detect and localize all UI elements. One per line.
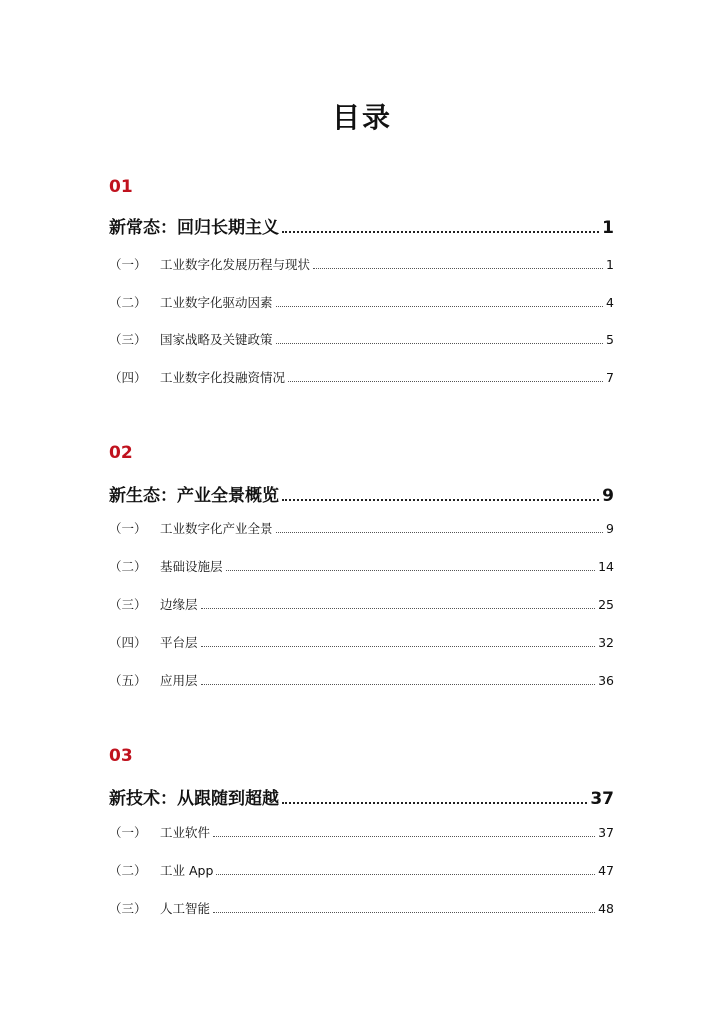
toc-entry-number: （二） — [109, 295, 147, 310]
toc-entry-number: （一） — [109, 521, 147, 536]
dot-leader — [276, 343, 604, 344]
page-title: 目录 — [331, 101, 392, 134]
toc-entry-page: 4 — [606, 295, 614, 310]
toc-heading-page: 1 — [602, 218, 614, 238]
dot-leader — [201, 684, 596, 685]
dot-leader — [201, 608, 596, 609]
dot-leader — [276, 532, 604, 533]
toc-entry-number: （四） — [109, 370, 147, 385]
dot-leader — [213, 912, 595, 913]
dot-leader — [313, 268, 603, 269]
toc-heading[interactable] — [109, 213, 614, 238]
toc-heading-page: 9 — [602, 486, 614, 506]
toc-entry[interactable] — [109, 293, 614, 311]
toc-entry-label: 工业软件 — [160, 825, 211, 840]
toc-entry-number: （五） — [109, 673, 147, 688]
toc-entry-label: 平台层 — [160, 635, 198, 650]
toc-entry-page: 37 — [598, 825, 614, 840]
toc-entry-number: （四） — [109, 635, 147, 650]
toc-entry-label: 应用层 — [160, 673, 198, 688]
toc-entry-number: （二） — [109, 559, 147, 574]
toc-entry[interactable] — [109, 255, 614, 273]
dot-leader — [288, 381, 603, 382]
toc-heading[interactable] — [109, 784, 614, 809]
toc-entry-number: （二） — [109, 863, 147, 878]
toc-entry-number: （三） — [109, 332, 147, 347]
toc-entry-label: 基础设施层 — [160, 559, 223, 574]
section-number: 03 — [109, 746, 133, 766]
toc-entry[interactable] — [109, 557, 614, 575]
toc-entry-page: 32 — [598, 635, 614, 650]
section-number: 01 — [109, 177, 133, 197]
toc-entry-page: 1 — [606, 257, 614, 272]
toc-entry-page: 25 — [598, 597, 614, 612]
toc-entry[interactable] — [109, 330, 614, 348]
toc-heading-label: 新技术：从跟随到超越 — [109, 789, 279, 809]
toc-heading[interactable] — [109, 481, 614, 506]
dot-leader — [282, 499, 599, 501]
toc-entry[interactable] — [109, 368, 614, 386]
toc-entry-page: 48 — [598, 901, 614, 916]
toc-heading-label: 新生态：产业全景概览 — [109, 486, 279, 506]
toc-heading-label: 新常态：回归长期主义 — [109, 218, 279, 238]
dot-leader — [282, 802, 587, 804]
section-number: 02 — [109, 443, 133, 463]
toc-entry-page: 47 — [598, 863, 614, 878]
dot-leader — [216, 874, 595, 875]
toc-entry-label: 工业数字化发展历程与现状 — [160, 257, 311, 272]
dot-leader — [213, 836, 595, 837]
toc-entry[interactable] — [109, 861, 614, 879]
toc-entry[interactable] — [109, 633, 614, 651]
toc-heading-page: 37 — [590, 789, 614, 809]
dot-leader — [276, 306, 604, 307]
toc-entry[interactable] — [109, 671, 614, 689]
toc-entry-page: 9 — [606, 521, 614, 536]
toc-entry-label: 国家战略及关键政策 — [160, 332, 273, 347]
toc-entry[interactable] — [109, 519, 614, 537]
toc-entry-label: 工业数字化产业全景 — [160, 521, 273, 536]
toc-entry-number: （三） — [109, 901, 147, 916]
dot-leader — [282, 231, 599, 233]
toc-entry-number: （一） — [109, 257, 147, 272]
toc-entry-label: 工业数字化驱动因素 — [160, 295, 273, 310]
toc-entry-page: 14 — [598, 559, 614, 574]
toc-entry[interactable] — [109, 823, 614, 841]
toc-entry-number: （三） — [109, 597, 147, 612]
toc-entry-page: 5 — [606, 332, 614, 347]
dot-leader — [226, 570, 596, 571]
dot-leader — [201, 646, 596, 647]
toc-entry-label: 边缘层 — [160, 597, 198, 612]
toc-entry[interactable] — [109, 899, 614, 917]
toc-entry-page: 7 — [606, 370, 614, 385]
toc-entry[interactable] — [109, 595, 614, 613]
toc-entry-page: 36 — [598, 673, 614, 688]
toc-entry-number: （一） — [109, 825, 147, 840]
toc-entry-label: 人工智能 — [160, 901, 211, 916]
toc-entry-label: 工业 App — [160, 863, 214, 878]
toc-entry-label: 工业数字化投融资情况 — [160, 370, 286, 385]
